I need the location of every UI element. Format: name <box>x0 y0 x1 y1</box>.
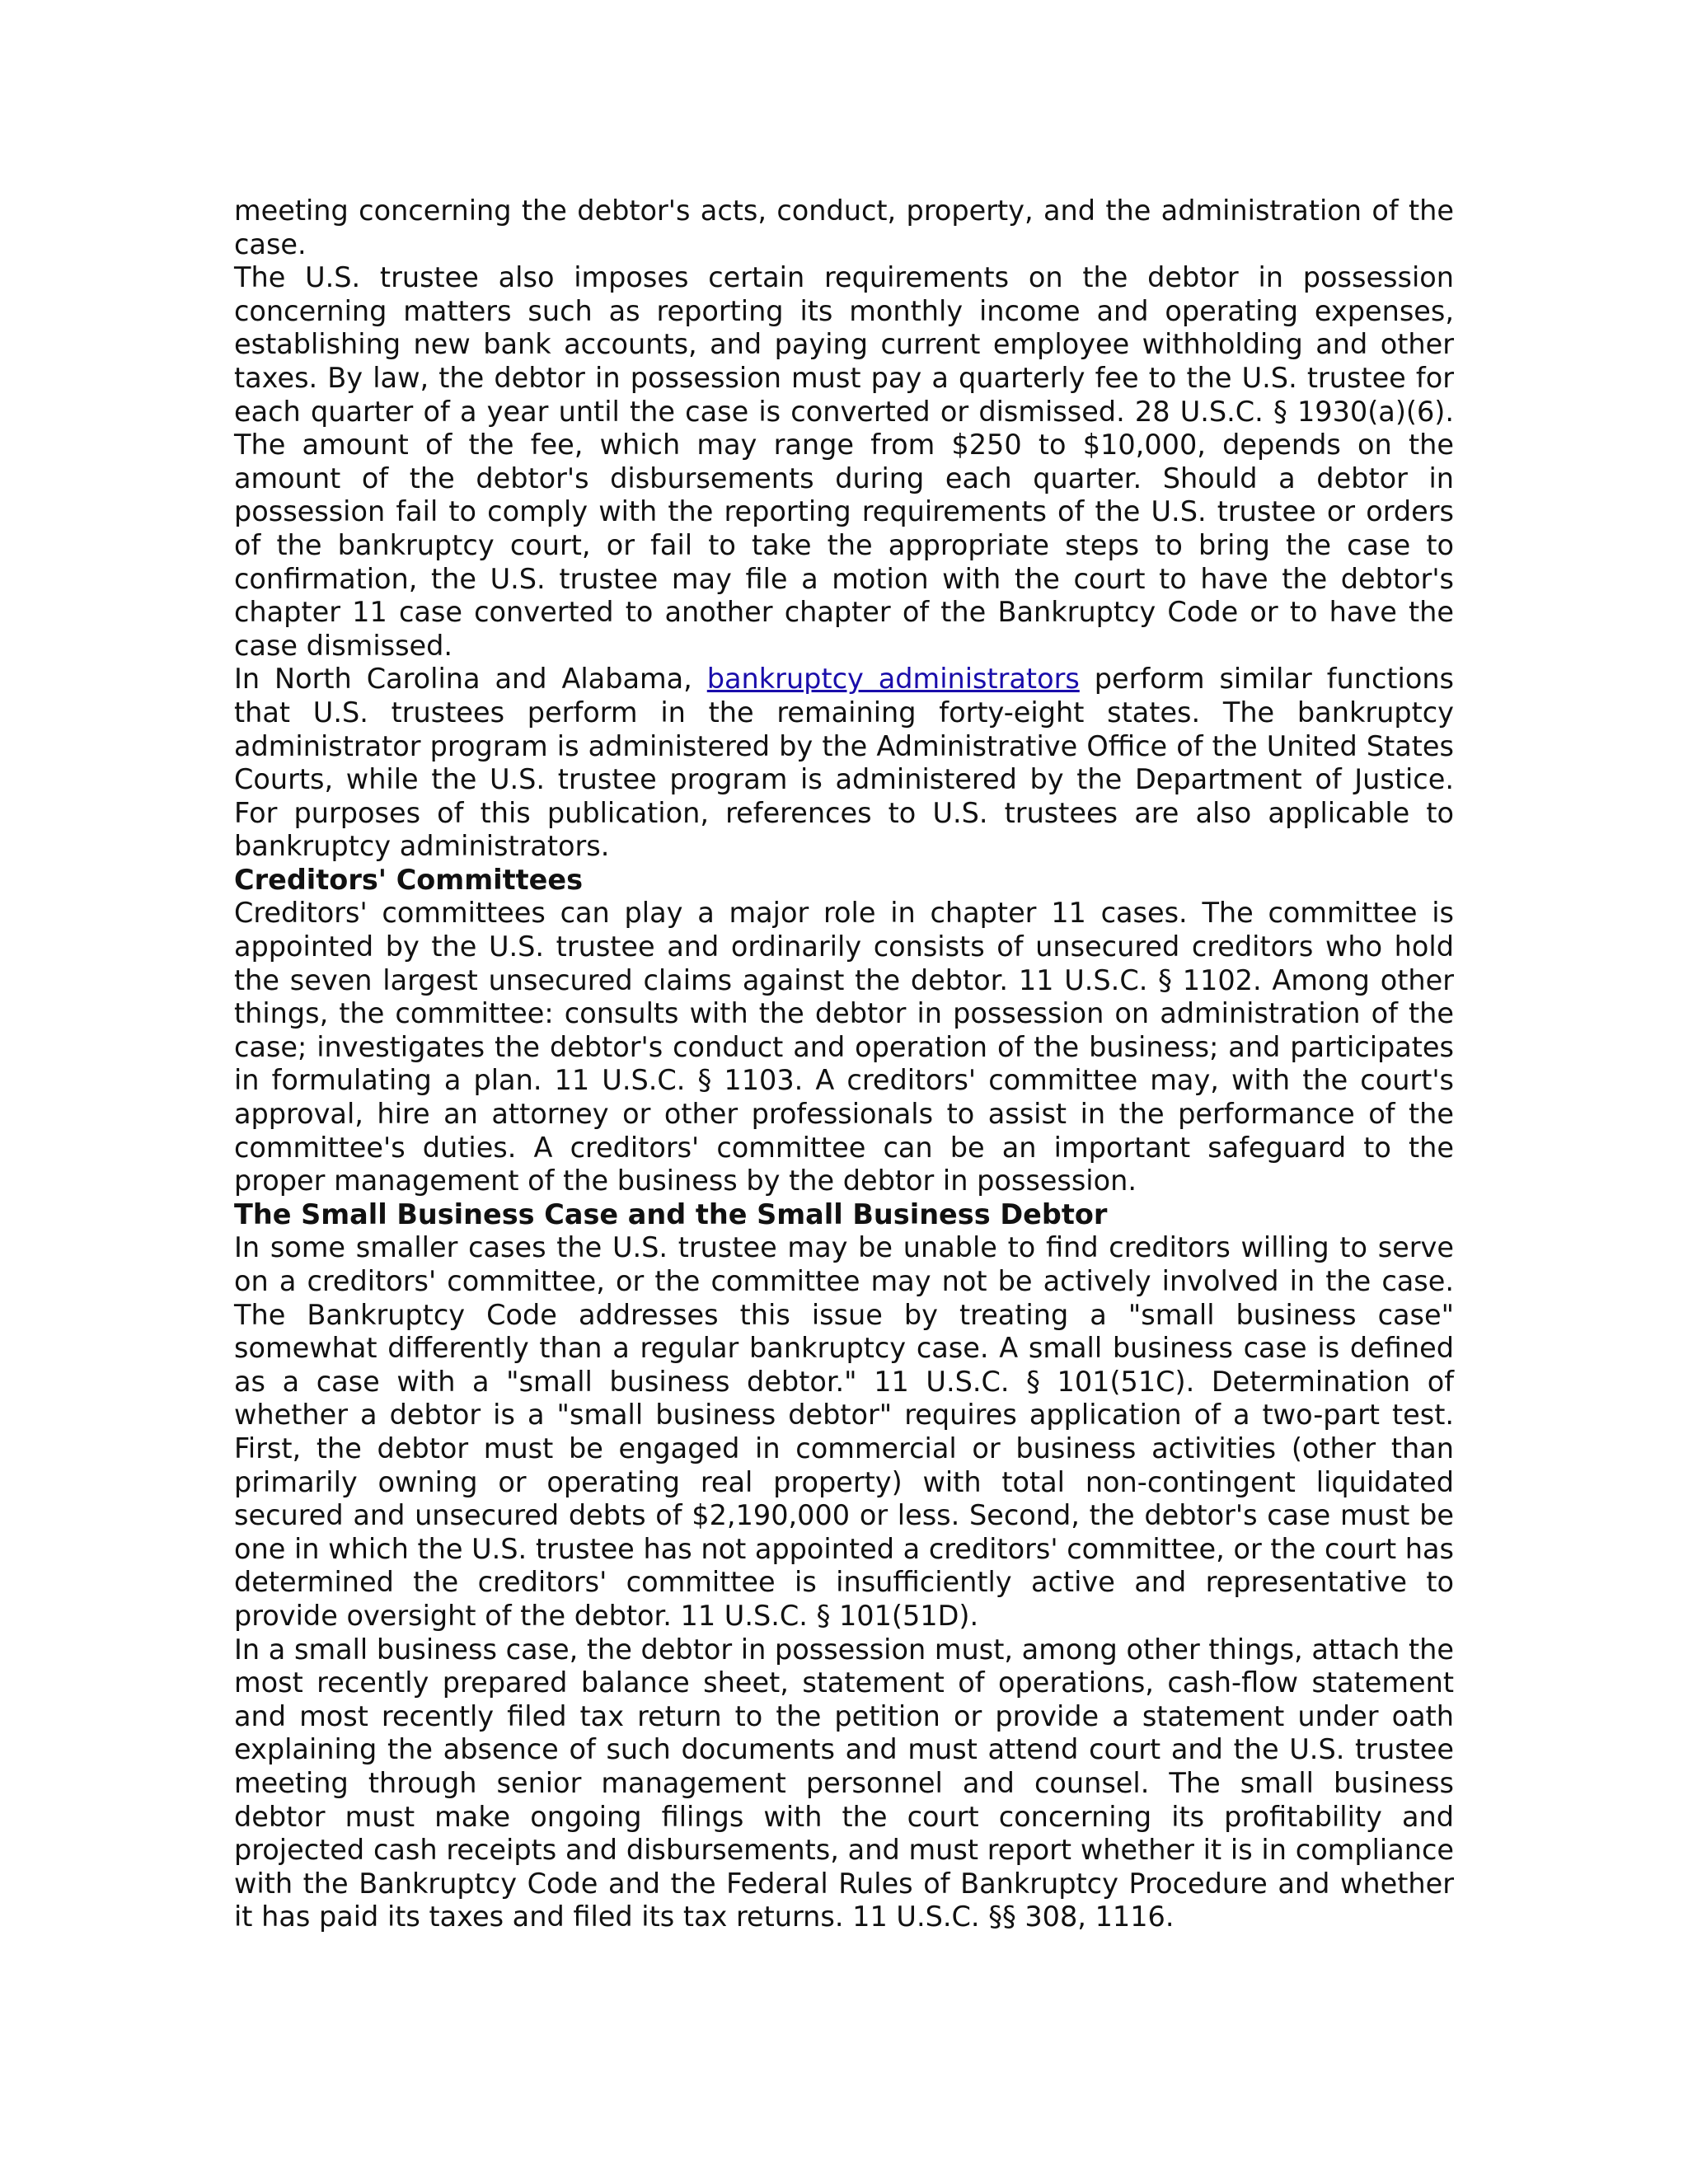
creditors-committees-heading: Creditors' Committees <box>234 863 584 896</box>
admin-text-after-link: perform similar functions that U.S. trustees perform in the remaining forty-eight states. The bankruptcy administrator program is administered by the Administrative Office of the United States Courts, while the U.S. trustee program is administered by the Department of Justice. For purposes of this publication, references to U.S. trustees are also applicable to bankruptcy administrators. <box>234 663 1454 863</box>
creditors-committees-paragraph: Creditors' committees can play a major role in chapter 11 cases. The committee is appointed by the U.S. trustee and ordinarily consists of unsecured creditors who hold the seven largest unsecured claims against the debtor. 11 U.S.C. § 1102. Among other things, the committee: consults with the debtor in possession on administration of the case; investigates the debtor's conduct and operation of the business; and participates in formulating a plan. 11 U.S.C. § 1103. A creditors' committee may, with the court's approval, hire an attorney or other professionals to assist in the performance of the committee's duties. A creditors' committee can be an important safeguard to the proper management of the business by the debtor in possession. <box>234 897 1454 1197</box>
us-trustee-requirements-paragraph: The U.S. trustee also imposes certain requirements on the debtor in possession concerning matters such as reporting its monthly income and operating expenses, establishing new bank accounts, and paying current employee withholding and other taxes. By law, the debtor in possession must pay a quarterly fee to the U.S. trustee for each quarter of a year until the case is converted or dismissed. 28 U.S.C. § 1930(a)(6). The amount of the fee, which may range from $250 to $10,000, depends on the amount of the debtor's disbursements during each quarter. Should a debtor in possession fail to comply with the reporting requirements of the U.S. trustee or orders of the bankruptcy court, or fail to take the appropriate steps to bring the case to confirmation, the U.S. trustee may file a motion with the court to have the debtor's chapter 11 case converted to another chapter of the Bankruptcy Code or to have the case dismissed. <box>234 261 1454 662</box>
intro-fragment-paragraph: meeting concerning the debtor's acts, conduct, property, and the administration of the case. <box>234 194 1454 260</box>
admin-text-before-link: In North Carolina and Alabama, <box>234 663 707 696</box>
small-business-heading: The Small Business Case and the Small Business Debtor <box>234 1197 1108 1230</box>
small-business-paragraph-2: In a small business case, the debtor in possession must, among other things, attach the most recently prepared balance sheet, statement of operations, cash-flow statement and most recently filed tax return to the petition or provide a statement under oath explaining the absence of such documents and must attend court and the U.S. trustee meeting through senior management personnel and counsel. The small business debtor must make ongoing filings with the court concerning its profitability and projected cash receipts and disbursements, and must report whether it is in compliance with the Bankruptcy Code and the Federal Rules of Bankruptcy Procedure and whether it has paid its taxes and filed its tax returns. 11 U.S.C. §§ 308, 1116. <box>234 1633 1454 1933</box>
document-page <box>234 194 1454 1934</box>
small-business-paragraph-1: In some smaller cases the U.S. trustee may be unable to find creditors willing to serve on a creditors' committee, or the committee may not be actively involved in the case. The Bankruptcy Code addresses this issue by treating a "small business case" somewhat differently than a regular bankruptcy case. A small business case is defined as a case with a "small business debtor." 11 U.S.C. § 101(51C). Determination of whether a debtor is a "small business debtor" requires application of a two-part test. First, the debtor must be engaged in commercial or business activities (other than primarily owning or operating real property) with total non-contingent liquidated secured and unsecured debts of $2,190,000 or less. Second, the debtor's case must be one in which the U.S. trustee has not appointed a creditors' committee, or the court has determined the creditors' committee is insufficiently active and representative to provide oversight of the debtor. 11 U.S.C. § 101(51D). <box>234 1231 1454 1632</box>
bankruptcy-administrators-paragraph <box>234 663 1454 864</box>
bankruptcy-administrators-link[interactable]: bankruptcy administrators <box>706 663 1080 696</box>
